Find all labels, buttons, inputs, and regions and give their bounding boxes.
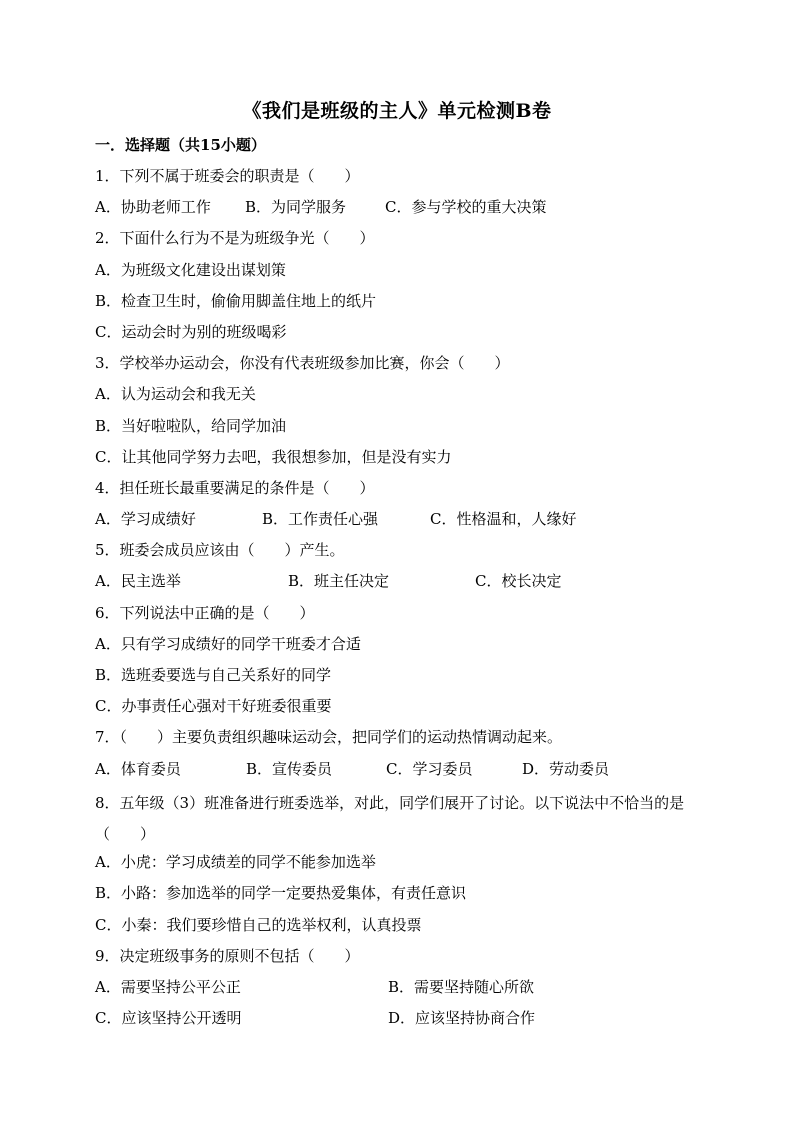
option-c: C．运动会时为别的班级喝彩 xyxy=(95,322,287,341)
question-stem: 3．学校举办运动会，你没有代表班级参加比赛，你会（ ） xyxy=(95,354,510,373)
option-row xyxy=(95,195,705,226)
option-b: B．班主任决定 xyxy=(288,572,390,591)
option-c: C．让其他同学努力去吧，我很想参加，但是没有实力 xyxy=(95,447,452,466)
option-d: D．劳动委员 xyxy=(522,759,610,778)
document-title: 《我们是班级的主人》单元检测B卷 xyxy=(242,100,552,122)
option-a: A．协助老师工作 xyxy=(95,198,211,217)
question-8 xyxy=(95,788,705,944)
option-a: A．认为运动会和我无关 xyxy=(95,385,256,404)
option-c: C．办事责任心强对干好班委很重要 xyxy=(95,697,332,716)
section-heading: 一．选择题（共15小题） xyxy=(95,136,266,154)
option-c: C．小秦：我们要珍惜自己的选举权利，认真投票 xyxy=(95,915,422,934)
question-stem: 2．下面什么行为不是为班级争光（ ） xyxy=(95,229,375,248)
option-row xyxy=(95,569,705,600)
option-c: C．参与学校的重大决策 xyxy=(385,198,547,217)
question-list xyxy=(95,164,705,1037)
option-row xyxy=(95,757,705,788)
option-b: B．需要坚持随心所欲 xyxy=(388,977,535,996)
option-a: A．只有学习成绩好的同学干班委才合适 xyxy=(95,634,361,653)
option-b: B．选班委要选与自己关系好的同学 xyxy=(95,666,332,684)
question-9 xyxy=(95,944,705,1038)
option-a: A．民主选举 xyxy=(95,572,181,591)
question-stem: 4．担任班长最重要满足的条件是（ ） xyxy=(95,478,375,497)
option-row xyxy=(95,507,705,538)
option-a: A．为班级文化建设出谋划策 xyxy=(95,260,286,279)
option-row xyxy=(95,1006,705,1037)
option-a: A．需要坚持公平公正 xyxy=(95,977,241,996)
option-c: C．性格温和，人缘好 xyxy=(430,510,577,529)
question-4 xyxy=(95,476,705,538)
question-stem: 9．决定班级事务的原则不包括（ ） xyxy=(95,946,360,965)
question-stem: 6．下列说法中正确的是（ ） xyxy=(95,603,315,622)
question-stem: 7．（ ）主要负责组织趣味运动会，把同学们的运动热情调动起来。 xyxy=(95,728,563,747)
option-a: A．学习成绩好 xyxy=(95,510,196,529)
option-b: B．当好啦啦队，给同学加油 xyxy=(95,416,287,435)
option-c: C．应该坚持公开透明 xyxy=(95,1009,242,1028)
question-stem: 1．下列不属于班委会的职责是（ ） xyxy=(95,167,360,185)
option-c: C．学习委员 xyxy=(386,759,473,778)
question-stem: 5．班委会成员应该由（ ）产生。 xyxy=(95,541,345,560)
option-d: D．应该坚持协商合作 xyxy=(388,1009,536,1028)
option-b: B．为同学服务 xyxy=(245,198,347,217)
question-7 xyxy=(95,725,705,787)
option-b: B．工作责任心强 xyxy=(262,510,379,529)
question-3 xyxy=(95,351,705,476)
question-stem: 8．五年级（3）班准备进行班委选举，对此，同学们展开了讨论。以下说法中不恰当的是（ ） xyxy=(95,793,685,843)
option-row xyxy=(95,975,705,1006)
option-b: B．检查卫生时，偷偷用脚盖住地上的纸片 xyxy=(95,291,377,310)
option-c: C．校长决定 xyxy=(475,572,562,591)
option-b: B．宣传委员 xyxy=(246,759,333,778)
option-b: B．小路：参加选举的同学一定要热爱集体，有责任意识 xyxy=(95,884,467,903)
question-2 xyxy=(95,226,705,351)
option-a: A．体育委员 xyxy=(95,759,181,778)
question-5 xyxy=(95,538,705,600)
option-a: A．小虎：学习成绩差的同学不能参加选举 xyxy=(95,853,376,872)
question-6 xyxy=(95,601,705,726)
question-1 xyxy=(95,164,705,226)
